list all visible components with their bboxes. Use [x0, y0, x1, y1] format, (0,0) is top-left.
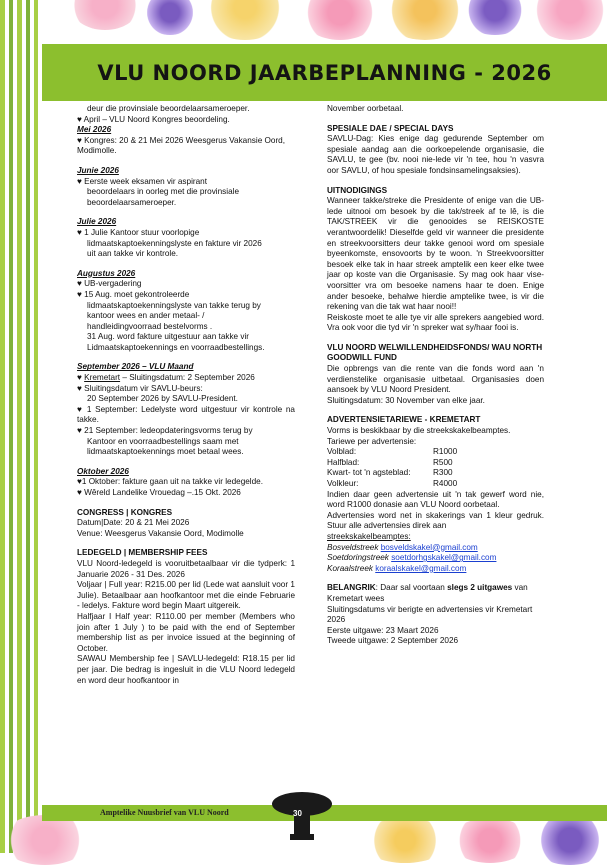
- text-line: handleidingvoorraad bestelvorms .: [87, 321, 213, 331]
- text-line: lidmaatskaptoekenningslyste van takke terug by: [87, 300, 261, 310]
- text-line: Kantoor en voorraadbestellings saam met: [87, 436, 239, 446]
- flower-decoration: [140, 0, 200, 35]
- flower-decoration: [460, 0, 530, 35]
- rate-row: [327, 468, 544, 479]
- text-line: uit aan takke vir kontrole.: [87, 249, 179, 259]
- region-label: Soetdoringstreek: [327, 553, 392, 563]
- text-line: Tariewe per advertensie:: [327, 436, 417, 446]
- section-heading: Julie 2026: [77, 217, 117, 227]
- paragraph: VLU Noord-ledegeld is vooruitbetaalbaar vir die tydperk: 1 Januarie 2026 - 31 Des. 2026: [77, 558, 295, 579]
- text-line: Tweede uitgawe: 2 September 2026: [327, 636, 459, 646]
- paragraph: Halfjaar I Half year: R110.00 per member (Members who join after 1 July ) to be paid with the end of September membership list as per invoice issued at the beginning of October.: [77, 611, 295, 653]
- text-span: van Kremetart wees: [327, 583, 528, 603]
- text-line: deur die provinsiale beoordelaarsameroeper.: [87, 104, 250, 113]
- text-line: ♥1 Oktober: fakture gaan uit na takke vir ledegelde.: [77, 477, 264, 487]
- text-line: streekskakelbeamptes:: [327, 531, 411, 541]
- rate-row: [327, 458, 544, 469]
- section-heading: Mei 2026: [77, 125, 112, 135]
- section-heading: CONGRESS | KONGRES: [77, 507, 173, 517]
- text-line: ♥ 15 Aug. moet gekontroleerde: [77, 289, 190, 299]
- flower-decoration: [300, 0, 380, 40]
- rate-label: Halfblad:: [327, 457, 360, 467]
- flower-decoration: [0, 815, 90, 865]
- text-span: ♥: [77, 373, 85, 383]
- flower-decoration: [530, 0, 607, 40]
- rate-value: R4000: [433, 479, 458, 488]
- text-line: beoordelaars in oorleg met die provinsiale: [87, 187, 240, 197]
- flower-decoration: [70, 0, 140, 30]
- flower-decoration: [380, 0, 470, 40]
- text-line: Venue: Weesgerus Vakansie Oord, Modimolle: [77, 528, 244, 538]
- text-line: ♥ UB-vergadering: [77, 279, 142, 289]
- page-title: VLU NOORD JAARBEPLANNING - 2026: [97, 60, 552, 85]
- section-heading: LEDEGELD | MEMBERSHIP FEES: [77, 548, 208, 558]
- text-span: – Sluitingsdatum: 2 September 2026: [120, 373, 255, 383]
- text-line: 20 September 2026 by SAVLU-President.: [87, 394, 238, 404]
- rate-label: Volblad:: [327, 447, 357, 457]
- paragraph: SAWAU Membership fee | SAVLU-ledegeld: R18.15 per lid per jaar. Die bedrag is ingesluit in die VLU Noord ledegeld en word deur hoofkantoor in: [77, 654, 295, 685]
- rate-value: R300: [433, 468, 453, 478]
- paragraph: Indien daar geen advertensie uit 'n tak gewerf word nie, word R1000 donasie aan VLU Noord oorbetaal.: [327, 489, 544, 510]
- section-heading: VLU NOORD WELWILLENDHEIDSFONDS/ WAU NORTH GOODWILL FUND: [327, 342, 543, 363]
- text-line: ♥ 1 September: Ledelyste word uitgestuur vir kontrole na takke.: [77, 404, 295, 425]
- text-line: ♥ 1 Julie Kantoor stuur voorlopige: [77, 227, 200, 237]
- text-line: kantoor wees en ander metaal- /: [87, 311, 205, 321]
- region-label: Koraalstreek: [327, 563, 376, 573]
- baobab-tree-icon: [270, 790, 334, 840]
- email-row: [327, 543, 544, 554]
- text-line: lidmaatskaptoekennings moet betaal wees.: [87, 447, 244, 457]
- paragraph: Voljaar | Full year: R215.00 per lid (Lede wat aansluit voor 1 Julie). Betaalbaar aan hoofkantoor met die einde Februarie - ledelys. Fakture word begin Maart uitgereik.: [77, 580, 295, 611]
- decorative-stripes: [0, 0, 38, 853]
- left-column: [77, 104, 295, 686]
- section-heading: Oktober 2026: [77, 466, 129, 476]
- text-line: Datum|Date: 20 & 21 Mei 2026: [77, 518, 190, 528]
- text-span: : Daar sal voortaan: [375, 583, 448, 593]
- footer-text: Amptelike Nuusbrief van VLU Noord: [100, 808, 229, 817]
- kremetart-label: Kremetart: [84, 373, 121, 383]
- text-line: November oorbetaal.: [327, 104, 404, 113]
- email-row: [327, 553, 544, 564]
- text-line: Eerste uitgawe: 23 Maart 2026: [327, 625, 439, 635]
- paragraph: Die opbrengs van die rente van die fonds word aan 'n verdienstelike organisasie uitbetaal. Organisasies doen aansoek by VLU Noord President.: [327, 364, 544, 395]
- paragraph: SAVLU-Dag: Kies enige dag gedurende September om spesiale aandag aan die oorkoepelende organisasie, die SAVLU, te gee (bv. nooi nie-lede vir 'n tee, hou 'n vasvra oor SAVLU, of hou spesiale fondsinsamelingsaksies).: [327, 134, 544, 175]
- paragraph: Wanneer takke/streke die Presidente of enige van die UB-lede uitnooi om besoek by die tak/streek af te lê, is die TAK/STREEK vir die genooides se REISKOSTE verantwoordelik! Dieselfde geld vir wanneer die presidente en streekvoorsitters deur takke genooi word om spesiale byeenkomste, ensovoorts by te woon. 'n Streekvoorsitter besoek elke tak in haar streek amptelik een keer elke twee jaar op koste van die Organisasie. Sy mag ook haar vise-voorsitter vra om besoeke namens haar te doen. Enige ander besoeke, behalwe hierdie amptelike twee, is vir die rekening van die tak wat haar nooi!!: [327, 196, 544, 312]
- email-link[interactable]: soetdorhgskakel@gmail.com: [391, 553, 497, 563]
- text-line: lidmaatskaptoekenningslyste en fakture vir 2026: [87, 238, 262, 248]
- rate-label: Volkleur:: [327, 479, 359, 488]
- paragraph: Advertensies word net in skakerings van 1 kleur gedruk. Stuur alle advertensies direk aan: [327, 510, 544, 531]
- text-span: slegs 2 uitgawes: [447, 583, 513, 593]
- text-line: Lidmaatskaptoekennings en voorraadbestellings.: [87, 342, 265, 352]
- section-heading: UITNODIGINGS: [327, 185, 388, 195]
- email-link[interactable]: koraalskakel@gmail.com: [375, 563, 467, 573]
- text-line: Sluitingsdatums vir berigte en advertensies vir Kremetart 2026: [327, 604, 533, 625]
- text-line: [77, 373, 295, 384]
- rate-label: Kwart- tot 'n agsteblad:: [327, 468, 411, 478]
- flower-decoration: [530, 815, 607, 865]
- paragraph: Reiskoste moet te alle tye vir alle sprekers aangebied word. Vra ook voor die tyd vir 'n spreker wat sy/haar fooi is.: [327, 312, 544, 333]
- rate-value: R1000: [433, 447, 458, 457]
- text-line: [327, 583, 544, 604]
- text-line: ♥ April – VLU Noord Kongres beoordeling.: [77, 114, 230, 124]
- flower-decoration: [450, 818, 530, 863]
- rate-row: [327, 479, 544, 490]
- section-heading: Augustus 2026: [77, 268, 136, 278]
- rate-row: [327, 447, 544, 458]
- text-line: ♥ Wêreld Landelike Vrouedag –.15 Okt. 2026: [77, 488, 241, 497]
- section-heading: September 2026 – VLU Maand: [77, 362, 194, 372]
- text-line: Vorms is beskikbaar by die streekskakelbeamptes.: [327, 426, 511, 436]
- section-heading: Junie 2026: [77, 165, 119, 175]
- right-column: [327, 104, 544, 647]
- rate-value: R500: [433, 457, 453, 467]
- text-line: ♥ Kongres: 20 & 21 Mei 2026 Weesgerus Vakansie Oord, Modimolle.: [77, 135, 285, 156]
- section-heading: SPESIALE DAE / SPECIAL DAYS: [327, 123, 454, 133]
- flower-decoration: [360, 818, 450, 863]
- page-number: 30: [293, 809, 302, 818]
- flower-decoration: [200, 0, 290, 40]
- text-line: ♥ 21 September: ledeopdateringsvorms terug by: [77, 426, 253, 436]
- text-line: beoordelaarsameroeper.: [87, 197, 177, 207]
- text-line: ♥ Sluitingsdatum vir SAVLU-beurs:: [77, 383, 203, 393]
- email-row: [327, 564, 544, 575]
- text-line: ♥ Eerste week eksamen vir aspirant: [77, 176, 208, 186]
- text-line: 31 Aug. word fakture uitgestuur aan takke vir: [87, 332, 250, 342]
- section-heading: ADVERTENSIETARIEWE - KREMETART: [327, 415, 481, 425]
- region-label: Bosveldstreek: [327, 542, 381, 552]
- title-banner: [42, 44, 607, 101]
- important-label: BELANGRIK: [327, 583, 376, 593]
- email-link[interactable]: bosveldskakel@gmail.com: [380, 542, 478, 552]
- text-line: Sluitingsdatum: 30 November van elke jaar.: [327, 395, 485, 405]
